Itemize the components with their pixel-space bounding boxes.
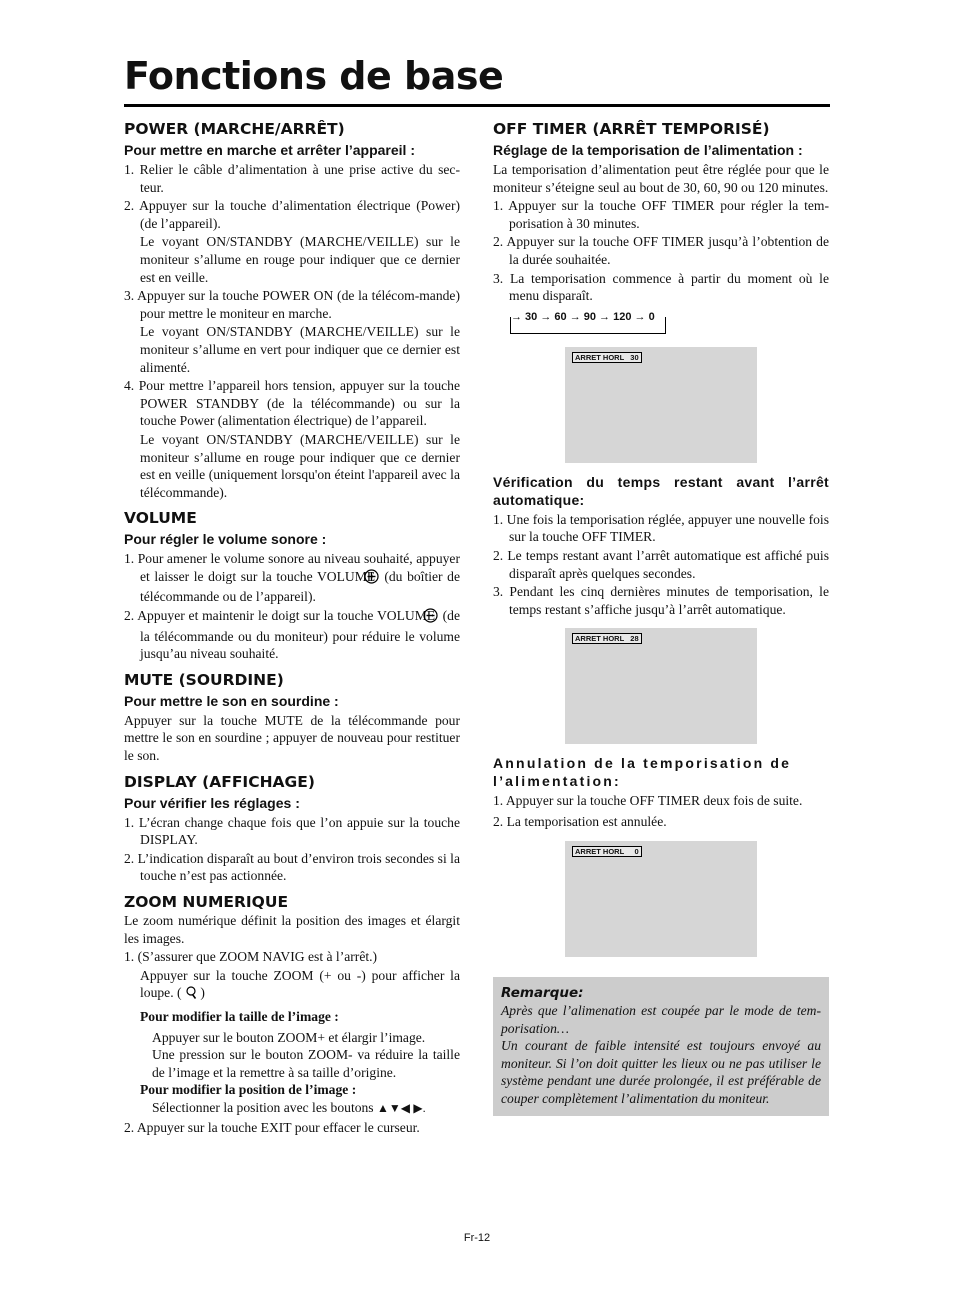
display-list: [124, 814, 460, 885]
list-item: 2. L’indication disparaît au bout d’environ trois secondes si la touche n’est pas actionnée.: [124, 850, 460, 884]
screen-preview-3: [565, 841, 757, 957]
page-number: Fr-12: [463, 1232, 491, 1244]
zoom-pos-text-label: Sélectionner la position avec les boutons: [152, 1099, 374, 1115]
list-item: 2. La temporisation est annulée.: [493, 813, 667, 829]
screen-preview-1: [565, 347, 757, 463]
power-heading: POWER (MARCHE/ARRÊT): [124, 120, 345, 138]
zoom-list: [124, 948, 460, 966]
osd-label: ARRET HORL 28: [572, 633, 642, 644]
zoom-item1-note-b: ): [200, 985, 205, 1001]
list-item-note: Le voyant ON/STANDBY (MARCHE/VEILLE) sur le moniteur s’allume en vert pour indiquer que ce dernier est alimenté.: [140, 324, 460, 375]
zoom-size-text2: Une pression sur le bouton ZOOM- va réduire la taille de l’image et la remettre à sa taille d’origine.: [152, 1047, 460, 1080]
display-heading: DISPLAY (AFFICHAGE): [124, 772, 315, 791]
zoom-pos-title: Pour modifier la position de l’image :: [140, 1082, 357, 1098]
zoom-size-title: Pour modifier la taille de l’image :: [140, 1008, 339, 1024]
arrow-buttons-icon: ▲▼◀ ▶.: [377, 1100, 426, 1115]
off-timer-heading: OFF TIMER (ARRÊT TEMPORISÉ): [493, 120, 770, 138]
sequence-text: → 30 → 60 → 90 → 120 → 0: [511, 309, 658, 327]
power-list: [124, 161, 460, 501]
list-item: [124, 607, 460, 663]
volume-item1-b: (du boîtier de télécommande ou de l’appareil).: [140, 568, 460, 605]
off-timer-intro: La temporisation d’alimentation peut être réglée pour que le moniteur s’éteigne seul au bout de 30, 60, 90 ou 120 minutes.: [493, 162, 829, 195]
check-heading: Vérification du temps restant avant l’arrêt automatique:: [493, 473, 829, 508]
zoom-intro: Le zoom numérique définit la position des images et élargit les images.: [124, 913, 460, 946]
zoom-size-text1: Appuyer sur le bouton ZOOM+ et élargir l’image.: [152, 1029, 426, 1045]
list-item-note: Le voyant ON/STANDBY (MARCHE/VEILLE) sur le moniteur s’allume en rouge pour indiquer que ce dernier est en veille (uniquement lorsqu'on éteint l'appareil avec la télécommande).: [140, 431, 460, 500]
volume-list: [124, 550, 460, 663]
list-item: 2. Le temps restant avant l’arrêt automatique est affiché puis disparaît après quelques secondes.: [493, 547, 829, 581]
mute-subheading: Pour mettre le son en sourdine :: [124, 692, 339, 709]
note-title: Remarque:: [501, 984, 584, 1001]
list-item: 1. Relier le câble d’alimentation à une prise active du sec-teur.: [124, 162, 460, 195]
left-column: [124, 114, 460, 1137]
list-item: 1. Appuyer sur la touche OFF TIMER deux fois de suite.: [493, 793, 803, 809]
osd-label: ARRET HORL 0: [572, 846, 642, 857]
title-rule: [124, 104, 830, 107]
note-paragraph-2: Un courant de faible intensité est toujours envoyé au moniteur. Si l’on doit quitter les lieux ou ne pas utiliser le système pendant une durée prolongée, il est préférable de couper complètement l’alimentation du moniteur.: [501, 1038, 821, 1107]
volume-heading: VOLUME: [124, 509, 197, 528]
list-item: 3. Pendant les cinq dernières minutes de temporisation, le temps restant s’affiche jusqu’à l’arrêt automatique.: [493, 584, 829, 617]
list-item: 3. Appuyer sur la touche POWER ON (de la télécom-mande) pour mettre le moniteur en marche.: [124, 288, 460, 321]
volume-item2-b: (de la télécommande ou du moniteur) pour réduire le volume jusqu’au niveau souhaité.: [140, 608, 460, 662]
list-item: 1. Appuyer sur la touche OFF TIMER pour régler la tem-porisation à 30 minutes.: [493, 198, 829, 231]
power-subheading: Pour mettre en marche et arrêter l’appareil :: [124, 142, 415, 158]
off-timer-subheading: Réglage de la temporisation de l’alimentation :: [493, 142, 803, 158]
list-item: 3. La temporisation commence à partir du moment où le menu disparaît.: [493, 270, 829, 304]
list-item: 2. Appuyer sur la touche d’alimentation électrique (Power) (de l’appareil).: [124, 198, 460, 231]
off-timer-list: [493, 197, 829, 305]
mute-heading: MUTE (SOURDINE): [124, 670, 284, 689]
list-item: 4. Pour mettre l’appareil hors tension, appuyer sur la touche POWER STANDBY (de la télécommande) ou sur la touche Power (alimentation électrique) de l’appareil.: [124, 378, 460, 429]
magnifier-icon: [185, 986, 197, 1005]
zoom-item1-note-a: Appuyer sur la touche ZOOM (+ ou -) pour afficher la loupe. (: [140, 967, 460, 1001]
volume-item2-a: 2. Appuyer et maintenir le doigt sur la touche VOLUME: [124, 608, 436, 624]
right-column: [493, 114, 829, 1116]
zoom-heading: ZOOM NUMERIQUE: [124, 893, 289, 911]
display-subheading: Pour vérifier les réglages :: [124, 794, 300, 811]
list-item-note: Le voyant ON/STANDBY (MARCHE/VEILLE) sur le moniteur s’allume en rouge pour indiquer que ce dernier est en veille.: [140, 234, 460, 285]
mute-text: Appuyer sur la touche MUTE de la télécommande pour mettre le son en sourdine ; appuyer de nouveau pour restituer le son.: [124, 712, 460, 764]
volume-item1-a: 1. Pour amener le volume sonore au niveau souhaité, appuyer et laisser le doigt sur la touche VOLUME: [124, 551, 460, 584]
timer-sequence-diagram: [493, 311, 829, 337]
osd-label: ARRET HORL 30: [572, 352, 642, 363]
note-box: [493, 977, 829, 1116]
list-item: 2. Appuyer sur la touche OFF TIMER jusqu’à l’obtention de la durée souhaitée.: [493, 234, 829, 267]
zoom-pos-text: [124, 1099, 460, 1118]
cancel-list: [493, 792, 829, 830]
note-paragraph-1: Après que l’alimenation est coupée par le mode de tem-porisation…: [501, 1003, 821, 1036]
screen-preview-2: [565, 628, 757, 744]
zoom-list-2: [124, 1119, 460, 1137]
list-item: 1. Une fois la temporisation réglée, appuyer une nouvelle fois sur la touche OFF TIMER.: [493, 511, 829, 545]
list-item: 2. Appuyer sur la touche EXIT pour effacer le curseur.: [124, 1119, 420, 1135]
check-list: [493, 511, 829, 619]
volume-subheading: Pour régler le volume sonore :: [124, 531, 327, 548]
page-title: Fonctions de base: [124, 54, 504, 98]
list-item: 1. (S’assurer que ZOOM NAVIG est à l’arrêt.): [124, 949, 378, 965]
cancel-heading: Annulation de la temporisation de l’alimentation:: [493, 755, 792, 790]
zoom-item1-note: [124, 967, 460, 1005]
list-item: 1. L’écran change chaque fois que l’on appuie sur la touche DISPLAY.: [124, 814, 460, 848]
list-item: [124, 550, 460, 606]
